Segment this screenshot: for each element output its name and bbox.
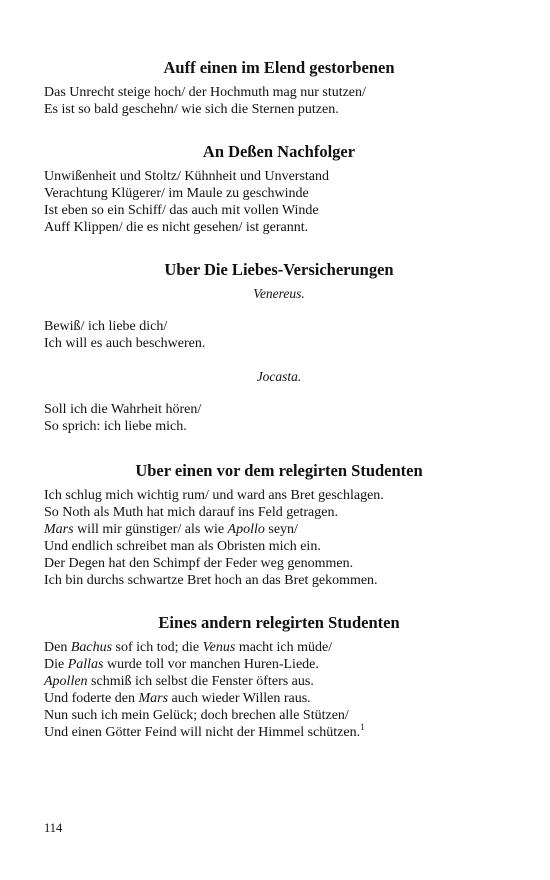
poem-relegirter-student [44,461,514,589]
poem-title: Eines andern relegirten Studenten [158,613,400,632]
line-text: schmiß ich selbst die Fenster öfters aus. [87,674,314,689]
line-text: Und foderte den [44,691,139,706]
name-italic: Pallas [67,657,104,672]
poem-line [44,521,514,538]
poem-line [44,656,514,673]
poem-liebes-versicherungen [44,260,514,435]
name-italic: Apollo [227,522,265,537]
poem-lines [44,639,514,741]
poem-line: Ich schlug mich wichtig rum/ und ward ans Bret geschlagen. [44,488,384,503]
poem-lines [44,84,514,118]
name-italic: Mars [138,691,169,706]
page-number: 114 [44,821,63,835]
poem-lines [44,318,514,352]
speaker-name: Venereus. [253,286,305,301]
poem-line: Ist eben so ein Schiff/ das auch mit vollen Winde [44,203,319,218]
poem-nachfolger [44,142,514,236]
poem-lines [44,487,514,589]
poem-line: Das Unrecht steige hoch/ der Hochmuth mag nur stutzen/ [44,85,366,100]
name-italic: Mars [44,522,74,537]
name-italic: Venus [202,640,236,655]
poem-line: Unwißenheit und Stoltz/ Kühnheit und Unverstand [44,169,330,184]
poem-line: Nun such ich mein Gelück; doch brechen alle Stützen/ [44,708,349,723]
line-text: seyn/ [264,522,298,537]
line-text: Den [44,640,71,655]
poem-anderer-student [44,613,514,741]
poem-line: Soll ich die Wahrheit hören/ [44,402,202,417]
speaker-name: Jocasta. [256,369,302,384]
poem-line: So sprich: ich liebe mich. [44,419,187,434]
poem-line: Und endlich schreibet man als Obristen mich ein. [44,539,321,554]
line-text: sof ich tod; die [112,640,203,655]
poem-title: Uber einen vor dem relegirten Studenten [135,461,423,480]
poem-line: Bewiß/ ich liebe dich/ [44,319,168,334]
line-text: wurde toll vor manchen Huren-Liede. [103,657,319,672]
line-text: will mir günstiger/ als wie [73,522,228,537]
poem-line: Auff Klippen/ die es nicht gesehen/ ist gerannt. [44,220,309,235]
footnote-marker[interactable]: 1 [360,722,365,732]
poem-title: An Deßen Nachfolger [202,142,356,161]
poem-line [44,724,514,741]
line-text: auch wieder Willen raus. [168,691,311,706]
poem-line: Es ist so bald geschehn/ wie sich die Sternen putzen. [44,102,339,117]
poem-line [44,673,514,690]
poem-line [44,639,514,656]
poem-title: Uber Die Liebes-Versicherungen [164,260,394,279]
poem-lines [44,401,514,435]
poem-line [44,690,514,707]
poem-line: Ich bin durchs schwartze Bret hoch an das Bret gekommen. [44,573,378,588]
name-italic: Bachus [70,640,113,655]
poem-title: Auff einen im Elend gestorbenen [163,58,395,77]
poem-line: Der Degen hat den Schimpf der Feder weg genommen. [44,556,354,571]
poem-line: Verachtung Klügerer/ im Maule zu geschwinde [44,186,309,201]
poem-line: So Noth als Muth hat mich darauf ins Feld getragen. [44,505,338,520]
name-italic: Apollen [44,674,88,689]
poem-elend [44,58,514,118]
line-text: Und einen Götter Feind will nicht der Himmel schützen. [44,725,361,740]
poem-line: Ich will es auch beschweren. [44,336,206,351]
poem-lines [44,168,514,236]
line-text: macht ich müde/ [235,640,333,655]
line-text: Die [44,657,68,672]
